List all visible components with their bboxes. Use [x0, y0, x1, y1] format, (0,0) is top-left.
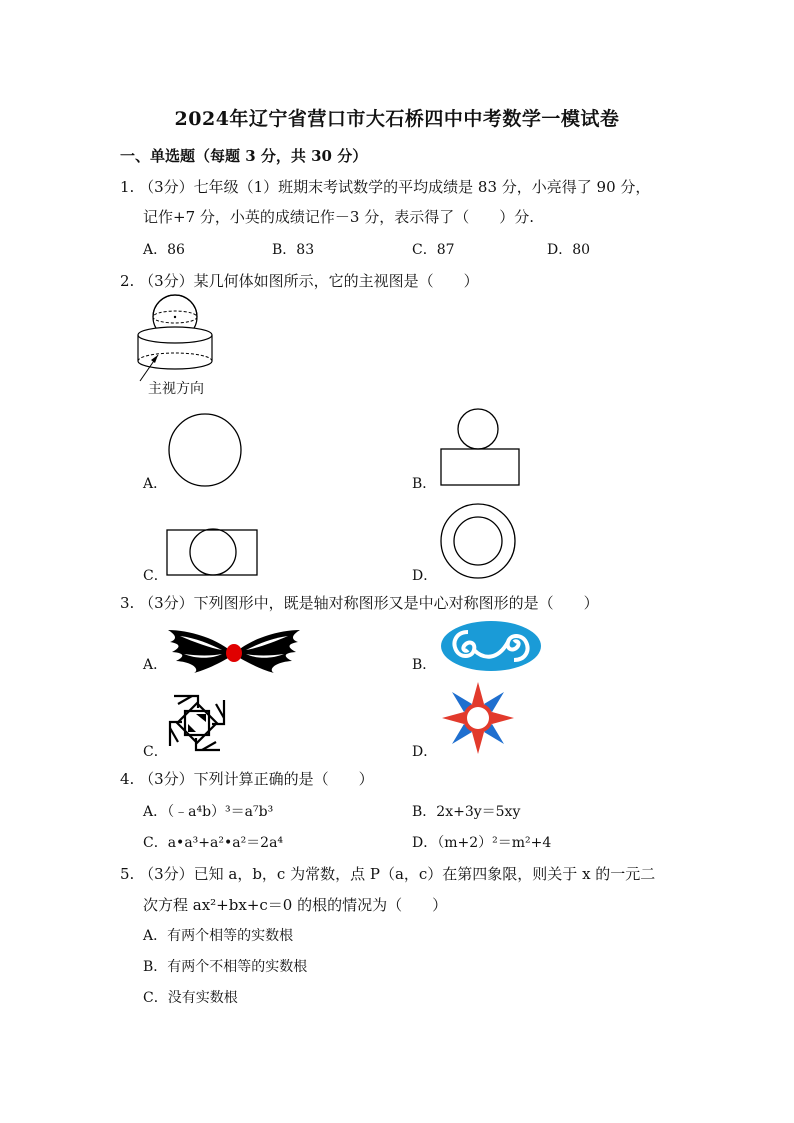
- q2-option-d-concentric-circles: [440, 502, 518, 582]
- q2-view-direction-caption: 主视方向: [148, 381, 204, 397]
- q2-option-b-circle-over-rect: [440, 407, 522, 487]
- page-title: 2024年辽宁省营口市大石桥四中中考数学一模试卷: [174, 108, 620, 130]
- q2-option-c-rect-with-circle: [166, 526, 260, 578]
- q1-option-a: A．86: [143, 242, 185, 258]
- q3-stem: 3. （3分）下列图形中，既是轴对称图形又是中心对称图形的是（ ）: [120, 594, 599, 612]
- q3-label-c: C．: [143, 744, 168, 760]
- q5-option-b: B．有两个不相等的实数根: [143, 959, 308, 975]
- q3-label-a: A．: [143, 657, 168, 673]
- q3-label-b: B．: [412, 657, 437, 673]
- q4-option-d: D．（m+2）²＝m²+4: [412, 835, 552, 851]
- q2-solid-figure: [130, 295, 230, 390]
- q5-stem-line1: 5. （3分）已知 a，b，c 为常数，点 P（a，c）在第四象限，则关于 x 的一元二: [120, 865, 656, 883]
- q1-stem-line1: 1. （3分）七年级（1）班期末考试数学的平均成绩是 83 分，小亮得了 90 分，: [120, 178, 651, 196]
- q4-option-a: A．（﹣a⁴b）³＝a⁷b³: [143, 804, 274, 820]
- q5-stem-line2: 次方程 ax²+bx+c＝0 的根的情况为（ ）: [143, 896, 448, 914]
- q3-option-c-pinwheel-squares: [166, 692, 228, 754]
- q2-label-a: A．: [143, 476, 168, 492]
- q2-label-c: C．: [143, 568, 168, 584]
- q2-label-b: B．: [412, 476, 437, 492]
- q4-option-c: C．a•a³+a²•a²＝2a⁴: [143, 835, 284, 851]
- q2-label-d: D．: [412, 568, 438, 584]
- q5-option-a: A．有两个相等的实数根: [143, 928, 294, 944]
- q3-option-b-scroll-pattern: [440, 620, 542, 672]
- q3-option-a-wings: [166, 626, 302, 674]
- q2-option-a-circle: [166, 412, 244, 490]
- q1-option-c: C．87: [412, 242, 455, 258]
- q1-option-b: B．83: [272, 242, 315, 258]
- q4-option-b: B．2x+3y＝5xy: [412, 804, 521, 820]
- q1-stem-line2: 记作+7 分，小英的成绩记作－3 分，表示得了（ ）分.: [143, 208, 534, 226]
- q4-stem: 4. （3分）下列计算正确的是（ ）: [120, 770, 374, 788]
- q5-option-c: C．没有实数根: [143, 990, 238, 1006]
- q3-label-d: D．: [412, 744, 438, 760]
- section-heading: 一、单选题（每题 3 分，共 30 分）: [120, 147, 368, 165]
- q2-stem: 2. （3分）某几何体如图所示，它的主视图是（ ）: [120, 272, 479, 290]
- q3-option-d-star-sun: [440, 680, 516, 756]
- q1-option-d: D．80: [547, 242, 591, 258]
